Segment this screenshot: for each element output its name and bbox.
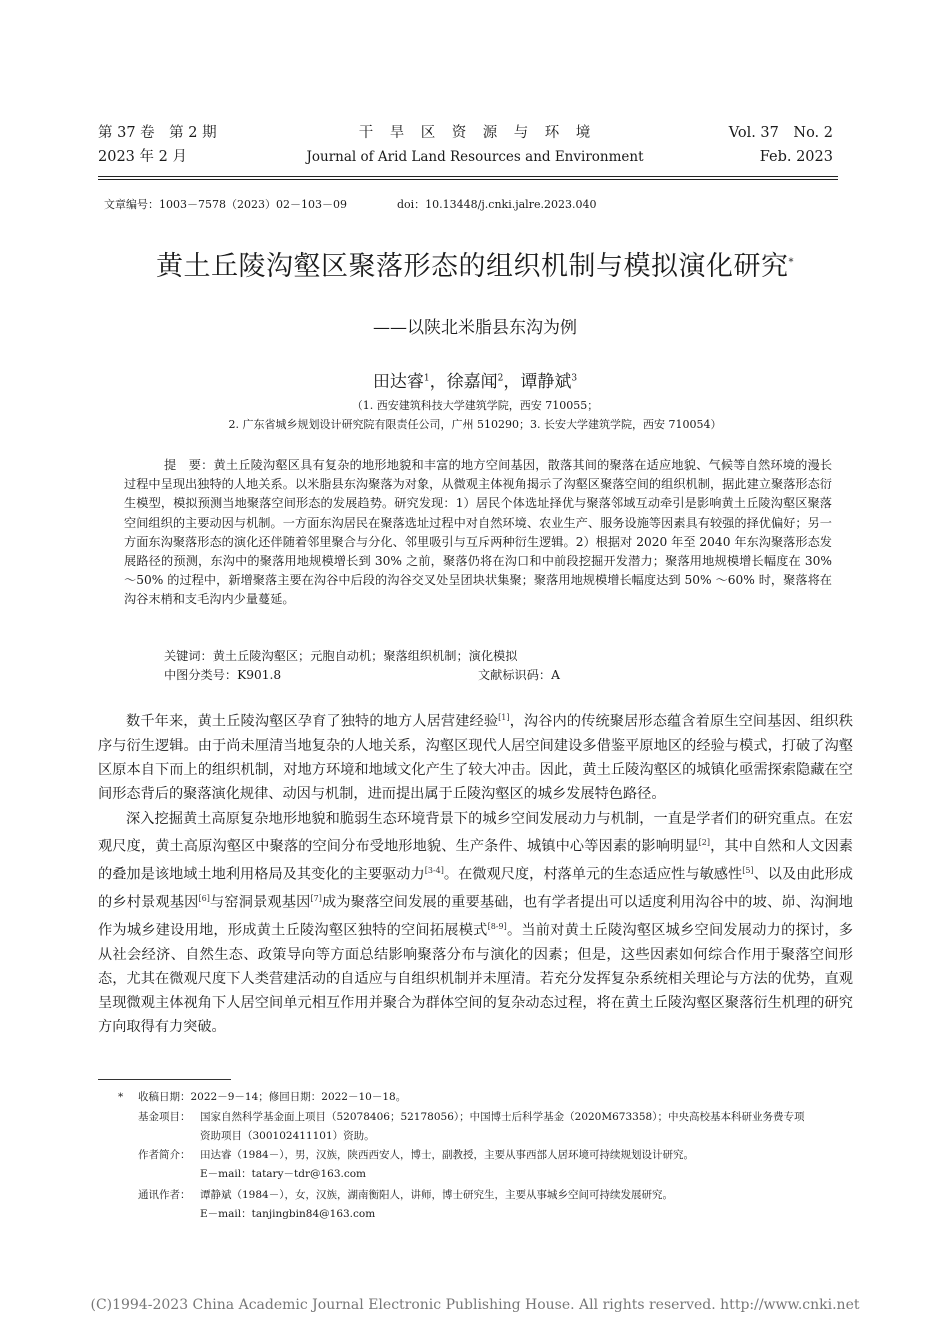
author-sup: 1 xyxy=(423,373,430,384)
abstract-paragraph xyxy=(124,456,832,610)
header-rule-top xyxy=(98,176,838,177)
fund-line-2: 资助项目（300102411101）资助。 xyxy=(200,1130,375,1142)
journal-title-en: Journal of Arid Land Resources and Environment xyxy=(306,149,644,165)
citation-6[interactable]: [6] xyxy=(198,893,210,903)
footnote-separator xyxy=(98,1079,231,1080)
body-paragraph-1 xyxy=(98,706,853,807)
abstract xyxy=(124,456,832,610)
paper-subtitle: ——以陕北米脂县东沟为例 xyxy=(373,318,577,338)
date-cn: 2023 年 2 月 xyxy=(98,149,187,165)
author-separator: ， xyxy=(429,372,447,392)
body-text-span: 。在微观尺度，村落单元的生态适应性与敏感性 xyxy=(443,866,743,883)
title-footnote-mark: * xyxy=(788,257,794,268)
paper-title xyxy=(0,244,950,283)
clc-number xyxy=(164,666,281,685)
author-list xyxy=(0,367,950,392)
author-name: 徐嘉闻 xyxy=(446,372,498,392)
author-sup: 2 xyxy=(497,373,504,384)
author-name: 田达睿 xyxy=(372,372,424,392)
body-text-span: 与窑洞景观基因 xyxy=(209,894,311,911)
affiliation-line-1: （1. 西安建筑科技大学建筑学院，西安 710055； xyxy=(351,399,599,412)
article-number: 文章编号：1003－7578（2023）02－103－09 xyxy=(104,198,347,211)
body-text-span: 、以及由此形成的乡村景观基因 xyxy=(98,866,853,911)
copyright-footer: (C)1994-2023 China Academic Journal Electronic Publishing House. All rights reserved. http://www.cnki.net xyxy=(90,1297,860,1313)
fund-label: 基金项目： xyxy=(138,1111,191,1123)
citation-3-4[interactable]: [3-4] xyxy=(424,865,444,875)
body-paragraph-2 xyxy=(98,807,853,1040)
citation-5[interactable]: [5] xyxy=(742,865,754,875)
body-text-span: 深入挖掘黄土高原复杂地形地貌和脆弱生态环境背景下的城乡空间发展动力与机制，一直是学者们的研究重点。在宏观尺度，黄土高原沟壑区中聚落的空间分布受地形地貌、生产条件、城镇中心等因素的影响明显 xyxy=(98,810,853,855)
journal-title-cn: 干 旱 区 资 源 与 环 境 xyxy=(358,125,592,141)
clc-value: K901.8 xyxy=(237,668,282,682)
corresponding-author: 谭静斌（1984－），女，汉族，湖南衡阳人，讲师，博士研究生，主要从事城乡空间可持续发展研究。 xyxy=(200,1189,673,1201)
doc-code-label: 文献标识码： xyxy=(478,668,552,682)
fund-line-1: 国家自然科学基金面上项目（52078406；52178056）；中国博士后科学基金（2020M673358）；中央高校基本科研业务费专项 xyxy=(200,1111,805,1123)
body-text-span: ，其中自然和人文因素的叠加是该地域土地利用格局及其变化的主要驱动力 xyxy=(98,838,853,883)
citation-8-9[interactable]: [8-9] xyxy=(487,921,507,931)
body-text xyxy=(98,706,853,1039)
abstract-label: 提 要： xyxy=(164,458,214,472)
received-date: 收稿日期：2022－9－14；修回日期：2022－10－18。 xyxy=(138,1091,407,1103)
author-bio: 田达睿（1984－），男，汉族，陕西西安人，博士，副教授，主要从事西部人居环境可持续规划设计研究。 xyxy=(200,1149,694,1161)
author-email[interactable]: E－mail：tatary－tdr@163.com xyxy=(200,1168,367,1180)
abstract-text: 黄土丘陵沟壑区具有复杂的地形地貌和丰富的地方空间基因，散落其间的聚落在适应地貌、气候等自然环境的漫长过程中呈现出独特的人地关系。以米脂县东沟聚落为对象，从微观主体视角揭示了沟壑区聚落空间的组织机制，据此建立聚落形态衍生模型，模拟预测当地聚落空间形态的发展趋势。研究发现：1）居民个体选址择优与聚落邻域互动牵引是影响黄土丘陵沟壑区聚落空间组织的主要动因与机制。一方面东沟居民在聚落选址过程中对自然环境、农业生产、服务设施等因素具有较强的择优偏好；另一方面东沟聚落形态的演化还伴随着邻里聚合与分化、邻里吸引与互斥两种衍生逻辑。2）根据对 2020 年至 2040 年东沟聚落形态发展路径的预测，东沟中的聚落用地规模增长到 30% 之前，聚落仍将在沟口和中前段挖掘开发潜力；聚落用地规模增长幅度在 30% ～50% 的过程中，新增聚落主要在沟谷中后段的沟谷交叉处呈团块状集聚；聚落用地规模增长幅度达到 50% ～60% 时，聚落将在沟谷末梢和支毛沟内少量蔓延。 xyxy=(124,458,833,607)
body-text-span: ，沟谷内的传统聚居形态蕴含着原生空间基因、组织秩序与衍生逻辑。由于尚未厘清当地复杂的人地关系，沟壑区现代人居空间建设多借鉴平原地区的经验与模式，打破了沟壑区原本自下而上的组织机制，对地方环境和地域文化产生了较大冲击。因此，黄土丘陵沟壑区的城镇化亟需探索隐藏在空间形态背后的聚落演化规律、动因与机制，进而提出属于丘陵沟壑区的城乡发展特色路径。 xyxy=(98,713,853,803)
footnote-mark: * xyxy=(118,1091,124,1103)
keywords-text: 黄土丘陵沟壑区；元胞自动机；聚落组织机制；演化模拟 xyxy=(212,649,518,663)
clc-label: 中图分类号： xyxy=(164,668,238,682)
document-code xyxy=(478,666,560,685)
body-text-span: 数千年来，黄土丘陵沟壑区孕育了独特的地方人居营建经验 xyxy=(126,713,499,730)
author-name: 谭静斌 xyxy=(520,372,572,392)
author-separator: ， xyxy=(503,372,521,392)
volume-en: Vol. 37 No. 2 xyxy=(728,125,833,141)
header-rule-bottom xyxy=(98,179,838,180)
citation-1[interactable]: [1] xyxy=(498,713,510,722)
date-en: Feb. 2023 xyxy=(759,149,833,165)
affiliation-line-2: 2. 广东省城乡规划设计研究院有限责任公司，广州 510290；3. 长安大学建筑学院，西安 710054） xyxy=(228,418,722,431)
doi[interactable]: doi：10.13448/j.cnki.jalre.2023.040 xyxy=(397,198,597,211)
citation-2[interactable]: [2] xyxy=(698,837,710,847)
citation-7[interactable]: [7] xyxy=(310,893,322,903)
corresponding-author-label: 通讯作者： xyxy=(138,1189,191,1201)
author-bio-label: 作者简介： xyxy=(138,1149,191,1161)
doc-code-value: A xyxy=(551,668,560,682)
issue-cn: 第 37 卷 第 2 期 xyxy=(98,125,217,141)
body-text-span: 成为聚落空间发展的重要基础，也有学者提出可以适度利用沟谷中的坡、峁、沟涧地作为城乡建设用地，形成黄土丘陵沟壑区独特的空间拓展模式 xyxy=(98,894,853,939)
corresponding-author-email[interactable]: E－mail：tanjingbin84@163.com xyxy=(200,1208,376,1220)
title-text: 黄土丘陵沟壑区聚落形态的组织机制与模拟演化研究 xyxy=(156,251,789,282)
author-sup: 3 xyxy=(571,373,578,384)
body-text-span: 。当前对黄土丘陵沟壑区城乡空间发展动力的探讨，多从社会经济、自然生态、政策导向等方面总结影响聚落分布与演化的因素；但是，这些因素如何综合作用于聚落空间形态，尤其在微观尺度下人类营建活动的自适应与自组织机制并未厘清。若充分发挥复杂系统相关理论与方法的优势，直观呈现微观主体视角下人居空间单元相互作用并聚合为群体空间的复杂动态过程，将在黄土丘陵沟壑区聚落衍生机理的研究方向取得有力突破。 xyxy=(98,922,853,1036)
keywords xyxy=(164,647,517,666)
keywords-label: 关键词： xyxy=(164,649,213,663)
